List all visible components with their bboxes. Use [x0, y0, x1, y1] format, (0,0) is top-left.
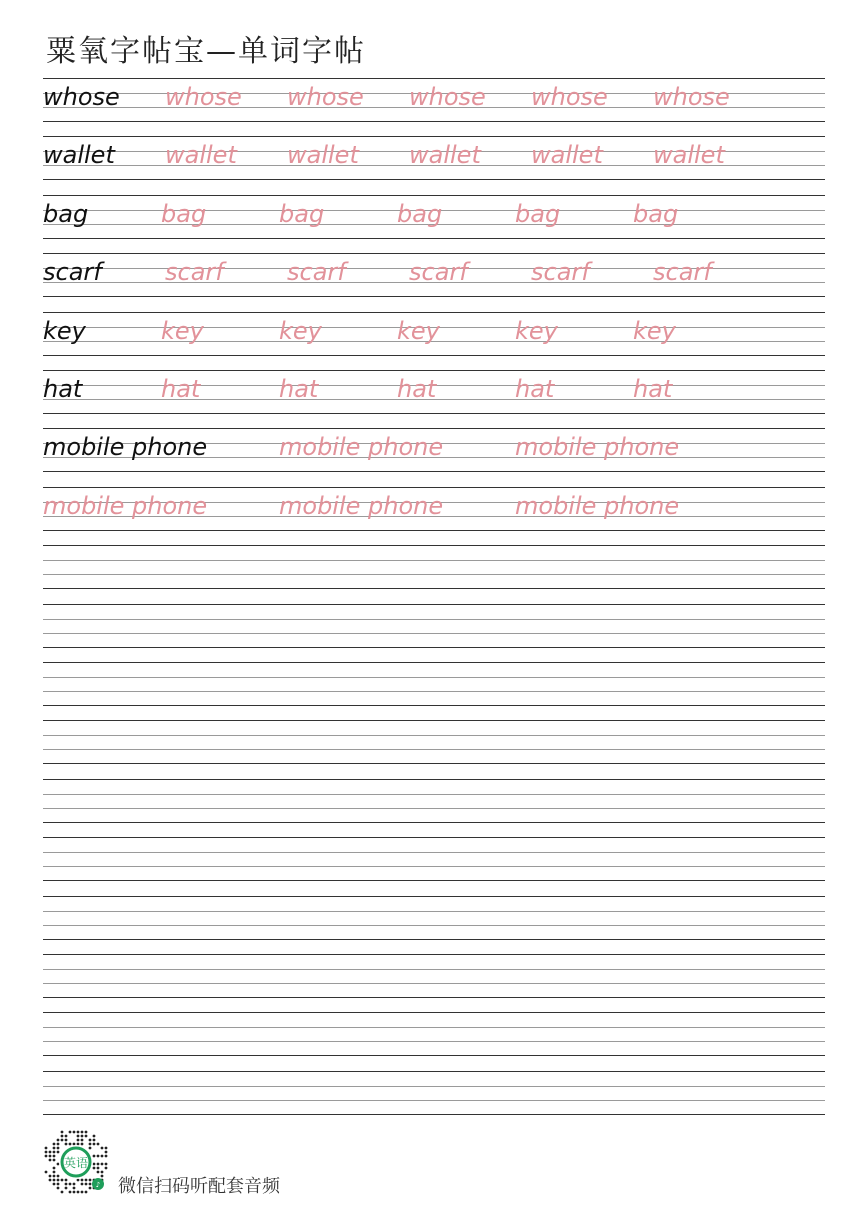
rule-line	[43, 983, 825, 984]
rule-line	[43, 633, 825, 634]
trace-word: whose	[165, 83, 242, 111]
rule-line	[43, 662, 825, 663]
rule-line	[43, 837, 825, 838]
rule-line	[43, 705, 825, 706]
trace-word: bag	[633, 199, 679, 228]
page-title: 粟氧字帖宝—单词字帖	[46, 34, 366, 69]
rule-line	[43, 911, 825, 912]
rule-line	[43, 296, 825, 297]
trace-word: bag	[515, 199, 561, 228]
model-word: bag	[43, 199, 89, 228]
ruled-band	[43, 662, 825, 706]
rule-line	[43, 691, 825, 692]
ruled-band	[43, 1012, 825, 1056]
rule-line	[43, 1012, 825, 1013]
rule-line	[43, 647, 825, 648]
rule-line	[43, 925, 825, 926]
rule-line	[43, 880, 825, 881]
rule-line	[43, 1055, 825, 1056]
ruled-band	[43, 195, 825, 239]
trace-word: scarf	[165, 258, 224, 287]
trace-word: mobile phone	[43, 491, 208, 520]
trace-word: bag	[279, 199, 325, 228]
model-word: whose	[43, 83, 120, 111]
trace-word: hat	[279, 375, 319, 403]
rule-line	[43, 560, 825, 561]
rule-line	[43, 1086, 825, 1087]
trace-word: scarf	[531, 258, 590, 287]
trace-word: mobile phone	[279, 491, 444, 520]
rule-line	[43, 763, 825, 764]
rule-line	[43, 866, 825, 867]
rule-line	[43, 253, 825, 254]
rule-line	[43, 954, 825, 955]
ruled-band	[43, 370, 825, 414]
rule-line	[43, 312, 825, 313]
rule-line	[43, 370, 825, 371]
qr-badge-label: 英语	[63, 1156, 89, 1170]
rule-line	[43, 78, 825, 79]
trace-word: hat	[633, 375, 673, 403]
trace-word: whose	[287, 83, 364, 111]
footer	[40, 1126, 440, 1200]
rule-line	[43, 720, 825, 721]
model-word: mobile phone	[43, 433, 208, 462]
trace-word: whose	[409, 83, 486, 111]
ruled-band	[43, 779, 825, 823]
trace-word: key	[161, 316, 204, 345]
rule-line	[43, 471, 825, 472]
model-word: wallet	[43, 141, 115, 170]
ruled-band	[43, 253, 825, 297]
rule-line	[43, 238, 825, 239]
ruled-band	[43, 896, 825, 940]
ruled-band	[43, 720, 825, 764]
rule-line	[43, 794, 825, 795]
ruled-band	[43, 428, 825, 472]
rule-line	[43, 121, 825, 122]
rule-line	[43, 574, 825, 575]
trace-word: wallet	[287, 141, 359, 170]
model-word: scarf	[43, 258, 102, 287]
trace-word: key	[397, 316, 440, 345]
trace-word: wallet	[165, 141, 237, 170]
trace-word: scarf	[653, 258, 712, 287]
rule-line	[43, 1041, 825, 1042]
ruled-band	[43, 1071, 825, 1115]
rule-line	[43, 1071, 825, 1072]
trace-word: hat	[397, 375, 437, 403]
model-word: hat	[43, 375, 83, 403]
ruled-band	[43, 487, 825, 531]
rule-line	[43, 179, 825, 180]
ruled-band	[43, 78, 825, 122]
rule-line	[43, 1027, 825, 1028]
trace-word: scarf	[409, 258, 468, 287]
rule-line	[43, 997, 825, 998]
rule-line	[43, 808, 825, 809]
rule-line	[43, 852, 825, 853]
trace-word: wallet	[409, 141, 481, 170]
rule-line	[43, 1114, 825, 1115]
qr-code-icon[interactable]	[40, 1126, 114, 1198]
rule-line	[43, 1100, 825, 1101]
rule-line	[43, 779, 825, 780]
rule-line	[43, 355, 825, 356]
ruled-band	[43, 954, 825, 998]
trace-word: key	[633, 316, 676, 345]
rule-line	[43, 749, 825, 750]
rule-line	[43, 428, 825, 429]
rule-line	[43, 588, 825, 589]
ruled-band	[43, 545, 825, 589]
trace-word: wallet	[653, 141, 725, 170]
ruled-band	[43, 604, 825, 648]
trace-word: mobile phone	[515, 433, 680, 462]
trace-word: key	[515, 316, 558, 345]
trace-word: hat	[161, 375, 201, 403]
ruled-band	[43, 136, 825, 180]
rule-line	[43, 136, 825, 137]
rule-line	[43, 413, 825, 414]
trace-word: bag	[161, 199, 207, 228]
trace-word: bag	[397, 199, 443, 228]
rule-line	[43, 677, 825, 678]
svg-text:♪: ♪	[95, 1181, 101, 1189]
trace-word: key	[279, 316, 322, 345]
trace-word: hat	[515, 375, 555, 403]
rule-line	[43, 896, 825, 897]
rule-line	[43, 735, 825, 736]
trace-word: mobile phone	[515, 491, 680, 520]
trace-word: mobile phone	[279, 433, 444, 462]
rule-line	[43, 604, 825, 605]
rule-line	[43, 969, 825, 970]
trace-word: whose	[531, 83, 608, 111]
trace-word: wallet	[531, 141, 603, 170]
rule-line	[43, 530, 825, 531]
rule-line	[43, 487, 825, 488]
trace-word: scarf	[287, 258, 346, 287]
trace-word: whose	[653, 83, 730, 111]
rule-line	[43, 619, 825, 620]
ruled-band	[43, 312, 825, 356]
rule-line	[43, 939, 825, 940]
rule-line	[43, 545, 825, 546]
footer-caption: 微信扫码听配套音频	[118, 1176, 280, 1197]
ruled-band	[43, 837, 825, 881]
rule-line	[43, 195, 825, 196]
model-word: key	[43, 316, 86, 345]
rule-line	[43, 822, 825, 823]
